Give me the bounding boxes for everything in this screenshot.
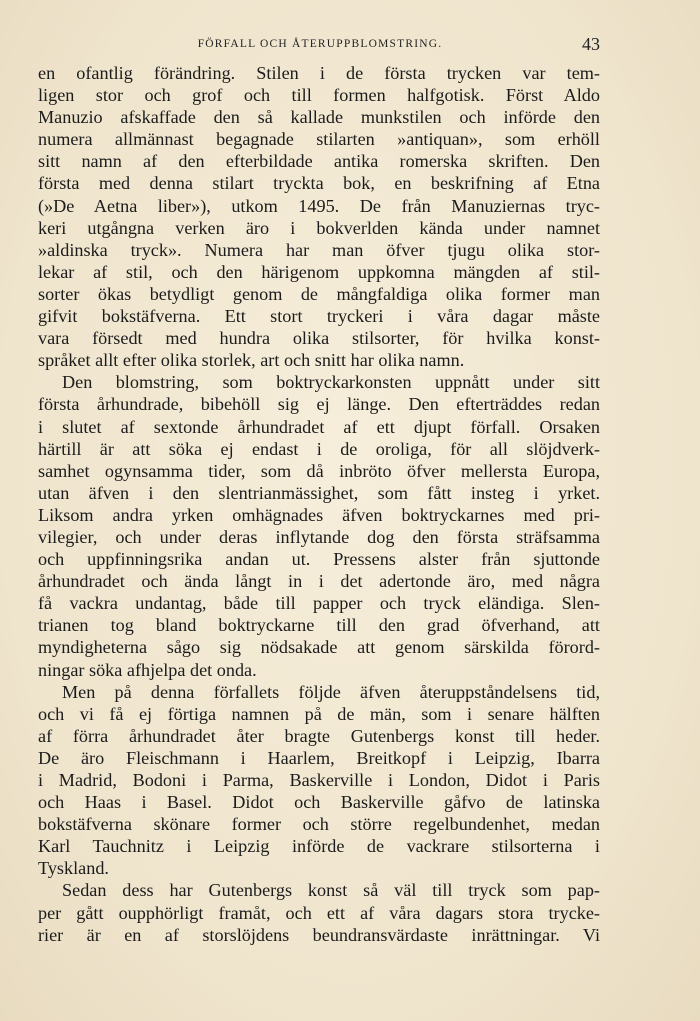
text-line: Liksom andra yrken omhägnades äfven boktryckarnes med pri-	[38, 504, 600, 525]
running-head: FÖRFALL OCH ÅTERUPPBLOMSTRING.	[197, 38, 443, 50]
text-line: samhet ogynsamma tider, som då inbröto öfver mellersta Europa,	[38, 460, 600, 481]
text-line: ningar söka afhjelpa det onda.	[38, 659, 257, 680]
text-line: första med denna stilart tryckta bok, en beskrifning af Etna	[38, 173, 600, 194]
text-line: rier är en af storslöjdens beundransvärdaste inrättningar. Vi	[38, 924, 600, 945]
text-line: språket allt efter olika storlek, art och snitt har olika namn.	[38, 350, 465, 371]
page-header	[40, 34, 600, 56]
text-line: i slutet af sextonde århundradet af ett djupt förfall. Orsaken	[38, 416, 600, 437]
text-line: per gått oupphörligt framåt, och ett af våra dagars stora trycke-	[38, 902, 600, 923]
text-line: myndigheterna sågo sig nödsakade att genom särskilda förord-	[38, 637, 600, 658]
text-line: och uppfinningsrika andan ut. Pressens alster från sjuttonde	[38, 549, 600, 570]
text-line: ligen stor och grof och till formen halfgotisk. Först Aldo	[38, 85, 600, 106]
text-line: Tyskland.	[38, 858, 109, 879]
page-number: 43	[582, 34, 600, 54]
text-line: och Haas i Basel. Didot och Baskerville gåfvo de latinska	[38, 792, 600, 813]
text-line: vilegier, och under deras inflytande dog den första sträfsamma	[38, 526, 600, 547]
text-line: keri utgångna verken äro i bokverlden kända under namnet	[38, 217, 600, 238]
text-line: bokstäfverna skönare former och större regelbundenhet, medan	[38, 814, 600, 835]
text-line: en ofantlig förändring. Stilen i de första trycken var tem-	[38, 63, 600, 83]
text-line: i Madrid, Bodoni i Parma, Baskerville i London, Didot i Paris	[38, 770, 600, 790]
text-line: Den blomstring, som boktryckarkonsten uppnått under sitt	[62, 372, 600, 393]
text-line: Manuzio afskaffade den så kallade munkstilen och införde den	[38, 107, 600, 128]
text-line: få vackra undantag, både till papper och tryck eländiga. Slen-	[38, 593, 600, 614]
text-line: »aldinska tryck». Numera har man öfver tjugu olika stor-	[38, 239, 600, 260]
text-line: gifvit bokstäfverna. Ett stort tryckeri i våra dagar måste	[38, 306, 600, 327]
text-line: af förra århundradet åter bragte Gutenbergs konst till heder.	[38, 725, 600, 746]
text-line: Men på denna förfallets följde äfven återuppståndelsens tid,	[62, 681, 600, 702]
text-line: och vi få ej förtiga namnen på de män, som i senare hälften	[38, 703, 600, 724]
text-line: sorter ökas betydligt genom de mångfaldiga olika former man	[38, 283, 600, 304]
text-line: Karl Tauchnitz i Leipzig införde de vackrare stilsorterna i	[38, 836, 600, 857]
text-line: lekar af stil, och den härigenom uppkomna mängden af stil-	[38, 261, 600, 282]
text-line: De äro Fleischmann i Haarlem, Breitkopf i Leipzig, Ibarra	[38, 747, 600, 768]
body-text	[38, 62, 600, 946]
text-line: trianen tog bland boktryckarne till den grad öfverhand, att	[38, 615, 600, 636]
text-line: (»De Aetna liber»), utkom 1495. De från Manuziernas tryc-	[38, 195, 600, 216]
text-line: utan äfven i den slentrianmässighet, som fått insteg i yrket.	[38, 482, 600, 503]
text-line: Sedan dess har Gutenbergs konst så väl till tryck som pap-	[62, 880, 600, 901]
text-line: vara försedt med hundra olika stilsorter, för hvilka konst-	[38, 328, 600, 349]
text-line: härtill är att söka ej endast i de oroliga, för all slöjdverk-	[38, 438, 600, 459]
text-line: sitt namn af den efterbildade antika romerska skriften. Den	[38, 151, 600, 172]
text-line: första århundrade, bibehöll sig ej länge. Den efterträddes redan	[38, 394, 600, 415]
text-line: århundradet och ända långt in i det adertonde äro, med några	[38, 571, 600, 592]
text-line: numera allmännast begagnade stilarten »antiquan», som erhöll	[38, 129, 600, 150]
